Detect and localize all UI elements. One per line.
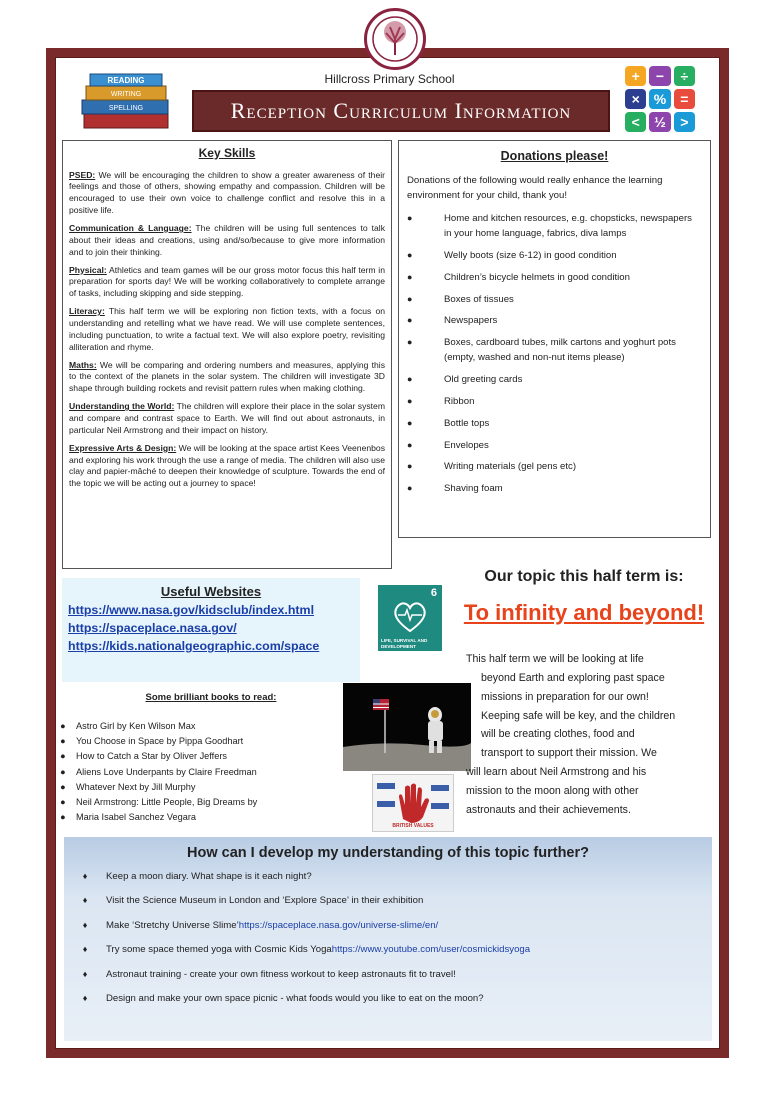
school-name: Hillcross Primary School [324, 72, 455, 86]
list-item: ● Children’s bicycle helmets in good condition [407, 271, 630, 283]
list-item: ♦ Visit the Science Museum in London and ‘Explore Space’ in their exhibition [82, 895, 424, 907]
divide-icon: ÷ [674, 66, 695, 86]
key-skills-heading: Key Skills [198, 146, 256, 160]
list-item: ● Newspapers [407, 315, 498, 327]
skill-physical: Physical: Athletics and team games will be our gross motor focus this half term in preparation for sports day! We will be working collaboratively to complete arrange of tasks, including skipping and side stepping. [69, 264, 385, 299]
skill-communication: Communication & Language: The children will be using full sentences to talk about their ideas and creations, using and/so/because to give more information and to join their thinking. [69, 222, 385, 257]
topic-intro: Our topic this half term is: [484, 568, 684, 585]
british-values-caption: BRITISH VALUES [392, 823, 434, 829]
further-learning-panel [64, 837, 712, 1041]
list-item: ● Envelopes [407, 439, 489, 451]
british-values-poster [372, 774, 454, 832]
list-item: ● Boxes, cardboard tubes, milk cartons and yoghurt pots (empty, washed and non-nut items please) [407, 337, 676, 364]
books-illustration [78, 70, 176, 132]
topic-description: This half term we will be looking at life beyond Earth and exploring past space missions in preparation for our own! Keeping safe will be key, and the children will be creating clothes, food and transport to support their mission. We will learn about Neil Armstrong and his mission to the moon along with other astronauts and their achievements. [466, 653, 676, 816]
minus-icon: − [649, 66, 670, 86]
slime-link[interactable]: https://spaceplace.nasa.gov/universe-slime/en/ [238, 919, 439, 931]
equals-icon: = [674, 89, 695, 109]
websites-heading: Useful Websites [160, 584, 262, 599]
page-title-bar [192, 90, 610, 132]
list-item: ● Writing materials (gel pens etc) [407, 461, 577, 473]
list-item: ● Bottle tops [407, 417, 490, 429]
list-item: ♦ Design and make your own space picnic - what foods would you like to eat on the moon? [82, 992, 484, 1004]
list-item: ● You Choose in Space by Pippa Goodhart [60, 736, 244, 747]
skill-expressive-arts: Expressive Arts & Design: We will be looking at the space artist Kees Veenenbos and exploring his work through the use a range of media. The children will also use clay and papier-mâché to deepen their knowledge of sculpture. Towards the end of the topic we will be acting out a journey to space! [69, 442, 385, 489]
donations-heading: Donations please! [500, 149, 609, 163]
percent-icon: % [649, 89, 670, 109]
book-spine-2: WRITING [110, 91, 142, 98]
list-item: ● How to Catch a Star by Oliver Jeffers [60, 751, 227, 762]
skill-psed: PSED: We will be encouraging the children to show a greater awareness of their feelings and those of others, showing empathy and compassion. Children will be encouraged to use their own voice to challenge conflict and resolve this in a positive life. [69, 169, 385, 216]
list-item: ● Ribbon [407, 395, 475, 407]
math-icons [625, 66, 695, 132]
list-item: ● Astro Girl by Ken Wilson Max [60, 721, 196, 731]
books-heading: Some brilliant books to read: [145, 692, 277, 703]
list-item: ● Whatever Next by Jill Murphy [60, 781, 196, 792]
multiply-icon: × [625, 89, 646, 109]
list-item: ● Neil Armstrong: Little People, Big Dreams by [60, 796, 258, 807]
website-link-spaceplace[interactable]: https://spaceplace.nasa.gov/ [68, 621, 237, 635]
less-than-icon: < [625, 112, 646, 132]
list-item: ● Boxes of tissues [407, 293, 514, 305]
list-item: ● Old greeting cards [407, 373, 523, 385]
donations-intro: Donations of the following would really enhance the learning environment for your child, thank you! [407, 175, 663, 202]
school-logo [364, 8, 426, 70]
website-link-nasa-kids[interactable]: https://www.nasa.gov/kidsclub/index.html [68, 603, 315, 617]
list-item: ● Shaving foam [407, 483, 503, 495]
book-spine-3: SPELLING [108, 105, 144, 112]
skill-maths: Maths: We will be comparing and ordering numbers and measures, applying this to the context of the planets in the solar system. The children will investigate 3D shape through building rockets and revisit pattern rules when making clothing. [69, 359, 385, 394]
list-item: ♦ Make ‘Stretchy Universe Slime’ https://spaceplace.nasa.gov/universe-slime/en/ [82, 919, 439, 931]
donations-panel [398, 140, 711, 538]
sdg-label: LIFE, SURVIVAL AND DEVELOPMENT [381, 638, 428, 649]
further-heading: How can I develop my understanding of this topic further? [187, 845, 589, 861]
website-link-natgeo[interactable]: https://kids.nationalgeographic.com/space [68, 639, 320, 653]
skill-understanding-world: Understanding the World: The children will explore their place in the solar system and compare and contrast space to Earth. We will find out about astronauts, in particular Neil Armstrong and their impact on history. [69, 401, 385, 435]
key-skills-panel [62, 140, 392, 569]
moon-landing-photo [343, 683, 471, 771]
useful-websites-panel [62, 578, 360, 682]
list-item: ♦ Astronaut training - create your own fitness workout to keep astronauts fit to travel! [82, 968, 456, 980]
list-item: ● Aliens Love Underpants by Claire Freedman [60, 766, 257, 777]
plus-icon: + [625, 66, 646, 86]
half-icon: ½ [649, 112, 670, 132]
sdg-number: 6 [430, 587, 437, 599]
topic-name: To infinity and beyond! [463, 600, 705, 625]
list-item: ♦ Keep a moon diary. What shape is it each night? [82, 871, 312, 882]
list-item: ● Welly boots (size 6-12) in good condition [407, 249, 617, 261]
skill-literacy: Literacy: This half term we will be exploring non fiction texts, with a focus on understanding and retelling what we have read. We will use complete sentences, including punctuation, to write a factual text. We will also explore poetry, revisiting alliteration and rhyme. [69, 306, 385, 352]
list-item: ♦ Try some space themed yoga with Cosmic Kids Yoga https://www.youtube.com/user/cosmickidsyoga [82, 944, 531, 956]
list-item: ● Home and kitchen resources, e.g. chopsticks, newspapers in your home language, fabrics, diva lamps [407, 213, 692, 239]
greater-than-icon: > [674, 112, 695, 132]
books-list [60, 721, 360, 827]
page-title: Reception Curriculum Information [230, 98, 572, 123]
sdg-badge [378, 585, 442, 651]
list-item: ● Maria Isabel Sanchez Vegara [60, 812, 197, 823]
book-spine-1: READING [107, 76, 145, 85]
yoga-link[interactable]: https://www.youtube.com/user/cosmickidsyoga [331, 944, 531, 956]
